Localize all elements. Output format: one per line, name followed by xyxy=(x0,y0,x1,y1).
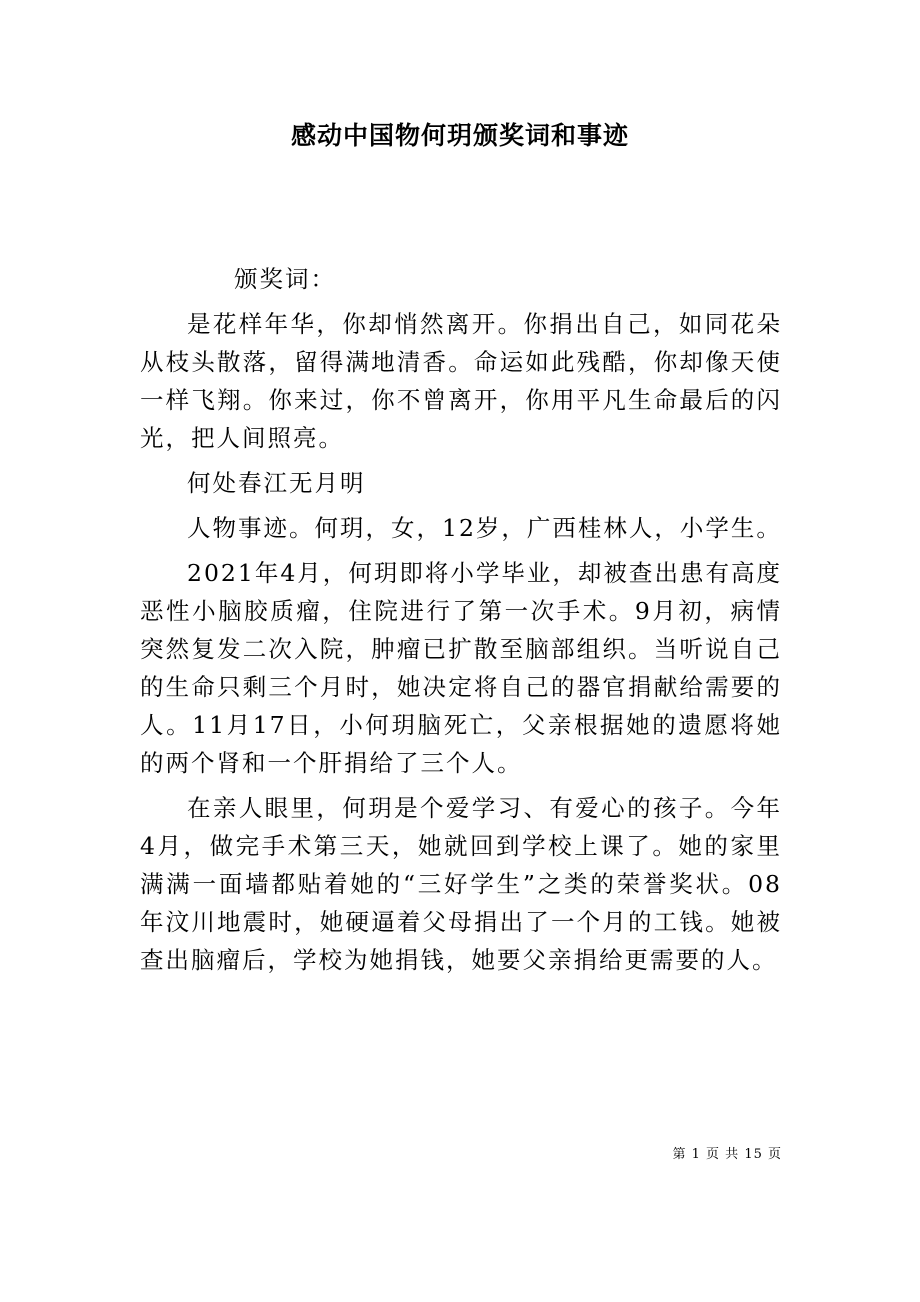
story-paragraph: 2021年4月，何玥即将小学毕业，却被查出患有高度恶性小脑胶质瘤，住院进行了第一次手术。9月初，病情突然复发二次入院，肿瘤已扩散至脑部组织。当听说自己的生命只剩三个月时，她决定将自己的器官捐献给需要的人。11月17日，小何玥脑死亡，父亲根据她的遗愿将她的两个肾和一个肝捐给了三个人。 xyxy=(140,559,782,777)
award-speech-paragraph: 是花样年华，你却悄然离开。你捐出自己，如同花朵从枝头散落，留得满地清香。命运如此残酷，你却像天使一样飞翔。你来过，你不曾离开，你用平凡生命最后的闪光，把人间照亮。 xyxy=(140,310,782,452)
award-speech-heading: 颁奖词： xyxy=(234,265,336,293)
document-title: 感动中国物何玥颁奖词和事迹 xyxy=(290,121,629,150)
document-body xyxy=(140,260,782,986)
story-paragraph: 在亲人眼里，何玥是个爱学习、有爱心的孩子。今年4月，做完手术第三天，她就回到学校上课了。她的家里满满一面墙都贴着她的“三好学生”之类的荣誉奖状。08年汶川地震时，她硬逼着父母捐出了一个月的工钱。她被查出脑瘤后，学校为她捐钱，她要父亲捐给更需要的人。 xyxy=(140,794,782,974)
section-heading: 何处春江无月明 xyxy=(187,469,366,497)
page-number: 第 1 页 共 15 页 xyxy=(672,1147,782,1162)
person-intro-paragraph: 人物事迹。何玥，女，12岁，广西桂林人，小学生。 xyxy=(187,514,782,542)
